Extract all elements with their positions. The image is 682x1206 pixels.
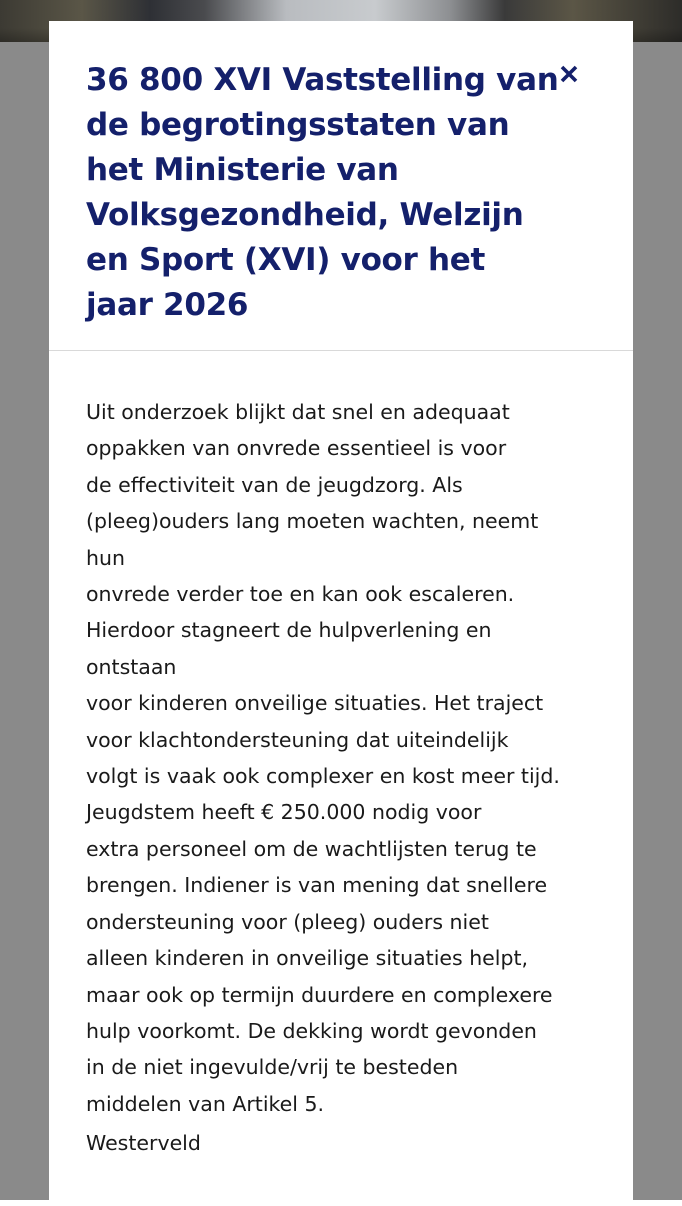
modal-title-line: 36 800 XVI Vaststelling van: [86, 62, 559, 98]
modal-title-line: het Ministerie van: [86, 152, 399, 188]
body-line: Jeugdstem heeft € 250.000 nodig voor: [86, 800, 482, 825]
modal-title-line: en Sport (XVI) voor het: [86, 242, 486, 278]
body-line: voor kinderen onveilige situaties. Het traject: [86, 691, 544, 716]
body-line: ontstaan: [86, 654, 177, 679]
body-line: de effectiviteit van de jeugdzorg. Als: [86, 472, 463, 497]
modal-title-line: jaar 2026: [86, 287, 249, 323]
body-line: ondersteuning voor (pleeg) ouders niet: [86, 909, 489, 934]
body-line: voor klachtondersteuning dat uiteindelijk: [86, 727, 509, 752]
modal-title-line: de begrotingsstaten van: [86, 107, 510, 143]
modal-header: [49, 21, 633, 351]
body-line: extra personeel om de wachtlijsten terug te: [86, 836, 537, 861]
body-line: Hierdoor stagneert de hulpverlening en: [86, 618, 492, 643]
modal-title-line: Volksgezondheid, Welzijn: [86, 197, 524, 233]
body-line: volgt is vaak ook complexer en kost meer tijd.: [86, 764, 560, 789]
body-line: in de niet ingevulde/vrij te besteden: [86, 1055, 459, 1080]
body-line: oppakken van onvrede essentieel is voor: [86, 436, 507, 461]
body-line: brengen. Indiener is van mening dat snellere: [86, 873, 548, 898]
body-line: onvrede verder toe en kan ook escaleren.: [86, 582, 515, 607]
body-line: hulp voorkomt. De dekking wordt gevonden: [86, 1018, 537, 1043]
body-line: alleen kinderen in onveilige situaties helpt,: [86, 946, 529, 971]
close-icon: [554, 59, 584, 89]
close-button[interactable]: [554, 59, 584, 89]
body-line: middelen van Artikel 5.: [86, 1091, 325, 1116]
body-line: (pleeg)ouders lang moeten wachten, neemt: [86, 509, 539, 534]
modal-dialog: [49, 21, 633, 1206]
modal-title: [86, 58, 559, 328]
body-line: hun: [86, 545, 125, 570]
body-line: Uit onderzoek blijkt dat snel en adequaat: [86, 400, 510, 424]
signature-name: Westerveld: [86, 1131, 201, 1155]
modal-body-text: [86, 394, 606, 1122]
body-line: maar ook op termijn duurdere en complexere: [86, 982, 553, 1007]
